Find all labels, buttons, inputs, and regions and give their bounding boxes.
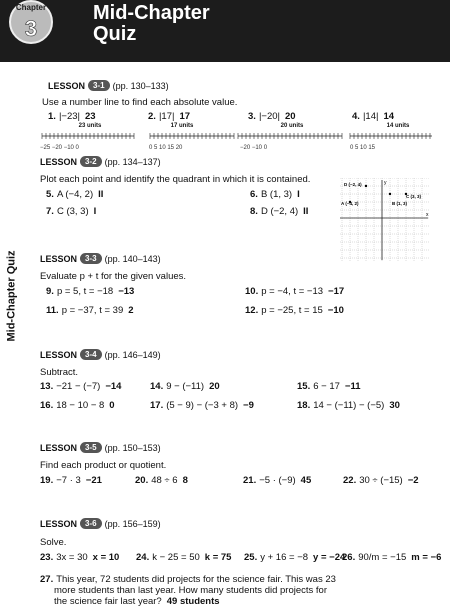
point-d: [365, 185, 367, 187]
number-line-3-ticks: −20 −10 0: [240, 145, 268, 151]
chapter-number: 3: [24, 16, 38, 41]
problem-3: 3. |−20| 20: [248, 111, 296, 122]
instruction-quadrants: Plot each point and identify the quadrant in which it is contained.: [40, 174, 311, 185]
instruction-evaluate: Evaluate p + t for the given values.: [40, 271, 187, 282]
problem-18: 18. 14 − (−11) − (−5) 30: [297, 400, 400, 411]
problem-12: 12. p = −25, t = 15 −10: [245, 305, 344, 316]
problem-6: 6. B (1, 3) I: [250, 189, 300, 200]
problem-7: 7. C (3, 3) I: [46, 206, 97, 217]
label-c: C (3, 3): [406, 194, 422, 199]
side-label: Mid-Chapter Quiz: [5, 250, 18, 342]
problem-20: 20. 48 ÷ 6 8: [135, 475, 188, 486]
page-title: Mid-Chapter Quiz: [93, 2, 210, 45]
problem-14: 14. 9 − (−11) 20: [150, 381, 220, 392]
problem-17: 17. (5 − 9) − (−3 + 8) −9: [150, 400, 254, 411]
number-line-4-ticks: 0 5 10 15: [350, 145, 376, 151]
instruction-subtract: Subtract.: [40, 367, 79, 378]
instruction-product: Find each product or quotient.: [40, 460, 167, 471]
problem-4: 4. |14| 14: [352, 111, 395, 122]
problem-26: 26. 90/m = −15 m = −6: [342, 552, 442, 563]
problem-11: 11. p = −37, t = 39 2: [46, 305, 134, 316]
problem-27: 27. This year, 72 students did projects for the science fair. This was 23 more students than last year. How many students did projects for the science fair last year? 49 students: [40, 574, 336, 607]
number-line-1-ticks: −25 −20 −10 0: [40, 145, 79, 151]
problem-8: 8. D (−2, 4) II: [250, 206, 309, 217]
problem-1: 1. |−23| 23: [48, 111, 96, 122]
problem-10: 10. p = −4, t = −13 −17: [245, 286, 345, 297]
lesson-heading-3-6: LESSON 3-6 (pp. 156–159): [40, 518, 161, 529]
problem-25: 25. y + 16 = −8 y = −24: [244, 552, 346, 563]
problem-9: 9. p = 5, t = −18 −13: [46, 286, 135, 297]
y-axis-label: y: [384, 180, 387, 186]
problem-13: 13. −21 − (−7) −14: [40, 381, 122, 392]
problem-5: 5. A (−4, 2) II: [46, 189, 104, 200]
problem-21: 21. −5 · (−9) 45: [243, 475, 312, 486]
x-axis-label: x: [426, 212, 429, 218]
number-lines: [38, 129, 438, 143]
number-line-1-units: 23 units: [78, 123, 102, 129]
label-b: B (1, 3): [392, 201, 408, 206]
point-b: [389, 193, 391, 195]
problem-15: 15. 6 − 17 −11: [297, 381, 361, 392]
number-line-4-units: 14 units: [386, 123, 410, 129]
problem-16: 16. 18 − 10 − 8 0: [40, 400, 115, 411]
problem-23: 23. 3x = 30 x = 10: [40, 552, 120, 563]
lesson-heading-3-3: LESSON 3-3 (pp. 140–143): [40, 253, 161, 264]
lesson-heading-3-4: LESSON 3-4 (pp. 146–149): [40, 349, 161, 360]
number-line-3-units: 20 units: [280, 123, 304, 129]
problem-22: 22. 30 ÷ (−15) −2: [343, 475, 419, 486]
problem-2: 2. |17| 17: [148, 111, 191, 122]
problem-24: 24. k − 25 = 50 k = 75: [136, 552, 232, 563]
chapter-badge: [1, 0, 65, 46]
coordinate-grid: [340, 178, 430, 262]
instruction-solve: Solve.: [40, 537, 67, 548]
chapter-word: Chapter: [15, 3, 47, 12]
label-d: D (−2, 4): [344, 182, 362, 187]
number-line-2-ticks: 0 5 10 15 20: [149, 145, 183, 151]
instruction-absolute-value: Use a number line to find each absolute value.: [42, 97, 238, 108]
number-line-2-units: 17 units: [170, 123, 194, 129]
problem-19: 19. −7 · 3 −21: [40, 475, 102, 486]
lesson-heading-3-2: LESSON 3-2 (pp. 134–137): [40, 156, 161, 167]
lesson-heading-3-5: LESSON 3-5 (pp. 150–153): [40, 442, 161, 453]
lesson-heading-3-1: LESSON 3-1 (pp. 130–133): [48, 80, 169, 91]
label-a: A (−4, 2): [341, 201, 359, 206]
quiz-header: [0, 0, 450, 62]
